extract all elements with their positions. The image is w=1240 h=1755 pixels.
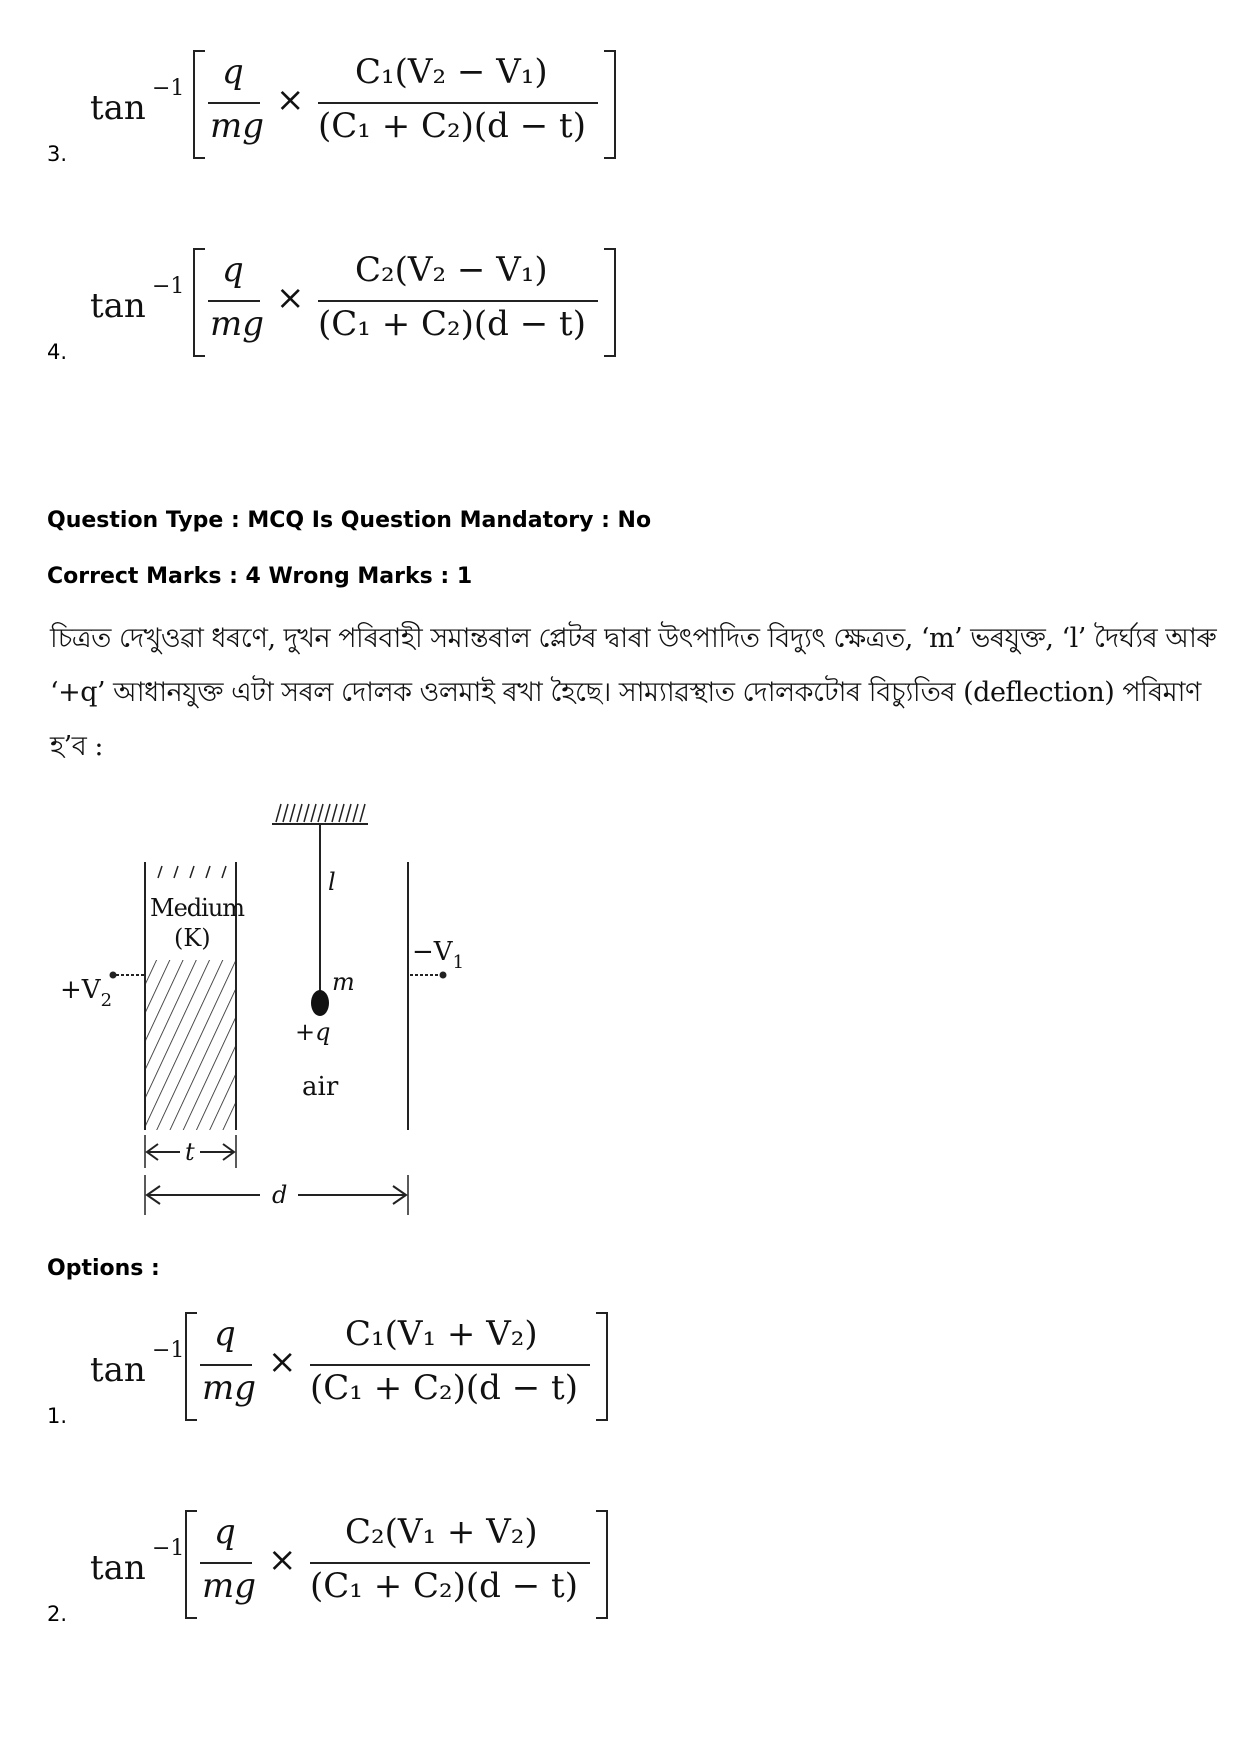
denominator: (C₁ + C₂)(d − t) xyxy=(310,1566,578,1606)
question-text-line-3: হ’ব : xyxy=(50,731,103,762)
marks-line: Correct Marks : 4 Wrong Marks : 1 xyxy=(47,564,473,589)
ceiling-hatch xyxy=(276,804,365,822)
question-text-line-2: ‘+q’ আধানযুক্ত এটা সৰল দোলক ওলমাই ৰখা হৈছে। সাম্যাৱস্থাত দোলকটোৰ বিচ্যুতিৰ (deflection) পৰিমাণ xyxy=(50,677,1201,708)
v2-terminal xyxy=(110,972,117,979)
times-sign: × xyxy=(276,278,305,318)
dielectric-hatch xyxy=(146,960,235,1130)
numerator: C₂(V₁ + V₂) xyxy=(345,1512,538,1552)
denominator: (C₁ + C₂)(d − t) xyxy=(310,1368,578,1408)
tan-text: tan xyxy=(90,1350,146,1390)
air-label: air xyxy=(302,1072,339,1102)
tan-text: tan xyxy=(90,286,146,326)
inverse-superscript: −1 xyxy=(152,1536,185,1561)
times-sign: × xyxy=(268,1342,297,1382)
length-label: l xyxy=(328,868,336,896)
option-formula xyxy=(90,50,630,170)
left-bracket xyxy=(193,248,205,357)
inverse-superscript: −1 xyxy=(152,76,185,101)
mg-text: mg xyxy=(210,106,265,146)
option-number: 1. xyxy=(47,1404,68,1428)
v2-label: $+V_2$ xyxy=(60,975,113,1011)
fraction-line xyxy=(318,300,598,302)
denominator: (C₁ + C₂)(d − t) xyxy=(318,304,586,344)
right-bracket xyxy=(596,1312,608,1421)
fraction-line xyxy=(318,102,598,104)
q-text: q xyxy=(214,1314,236,1354)
mg-text: mg xyxy=(202,1566,257,1606)
pendulum-diagram xyxy=(50,790,470,1230)
numerator: C₁(V₁ + V₂) xyxy=(345,1314,538,1354)
tan-text: tan xyxy=(90,88,146,128)
numerator: C₂(V₂ − V₁) xyxy=(355,250,548,290)
mg-text: mg xyxy=(202,1368,257,1408)
left-bracket xyxy=(185,1312,197,1421)
q-text: q xyxy=(222,250,244,290)
v1-label: $-V_1$ xyxy=(412,937,465,973)
option-3[interactable] xyxy=(0,40,1240,180)
d-label: d xyxy=(272,1181,288,1209)
option-number: 3. xyxy=(47,142,68,166)
option-4[interactable] xyxy=(0,238,1240,378)
tan-text: tan xyxy=(90,1548,146,1588)
v1-terminal xyxy=(440,972,447,979)
fraction-line xyxy=(310,1364,590,1366)
question-type-line: Question Type : MCQ Is Question Mandatory : No xyxy=(47,508,652,533)
left-bracket xyxy=(193,50,205,159)
times-sign: × xyxy=(268,1540,297,1580)
times-sign: × xyxy=(276,80,305,120)
q-text: q xyxy=(214,1512,236,1552)
question-text-line-1: চিত্রত দেখুওৱা ধৰণে, দুখন পৰিবাহী সমান্তৰাল প্লেটৰ দ্বাৰা উৎপাদিত বিদ্যুৎ ক্ষেত্ৰত, ‘m’ ভৰযুক্ত, ‘l’ দৈৰ্ঘ্যৰ আৰু xyxy=(50,623,1217,654)
fraction-line xyxy=(208,300,260,302)
charge-label: +q xyxy=(295,1018,331,1046)
fraction-line xyxy=(200,1562,252,1564)
options-label: Options : xyxy=(47,1256,160,1281)
q-text: q xyxy=(222,52,244,92)
fraction-line xyxy=(208,102,260,104)
option-formula xyxy=(90,1312,630,1432)
option-formula xyxy=(90,248,630,368)
option-number: 4. xyxy=(47,340,68,364)
right-bracket xyxy=(604,248,616,357)
mass-label: m xyxy=(332,968,355,996)
t-label: t xyxy=(185,1138,195,1166)
medium-label: Medium xyxy=(150,894,245,922)
pendulum-bob xyxy=(311,990,329,1016)
dielectric-top-hatch xyxy=(158,866,226,878)
inverse-superscript: −1 xyxy=(152,1338,185,1363)
option-2[interactable] xyxy=(0,1500,1240,1640)
left-bracket xyxy=(185,1510,197,1619)
inverse-superscript: −1 xyxy=(152,274,185,299)
fraction-line xyxy=(200,1364,252,1366)
right-bracket xyxy=(604,50,616,159)
numerator: C₁(V₂ − V₁) xyxy=(355,52,548,92)
denominator: (C₁ + C₂)(d − t) xyxy=(318,106,586,146)
option-number: 2. xyxy=(47,1602,68,1626)
option-formula xyxy=(90,1510,630,1630)
right-bracket xyxy=(596,1510,608,1619)
fraction-line xyxy=(310,1562,590,1564)
option-1[interactable] xyxy=(0,1302,1240,1442)
mg-text: mg xyxy=(210,304,265,344)
dielectric-constant-label: (K) xyxy=(174,924,211,952)
